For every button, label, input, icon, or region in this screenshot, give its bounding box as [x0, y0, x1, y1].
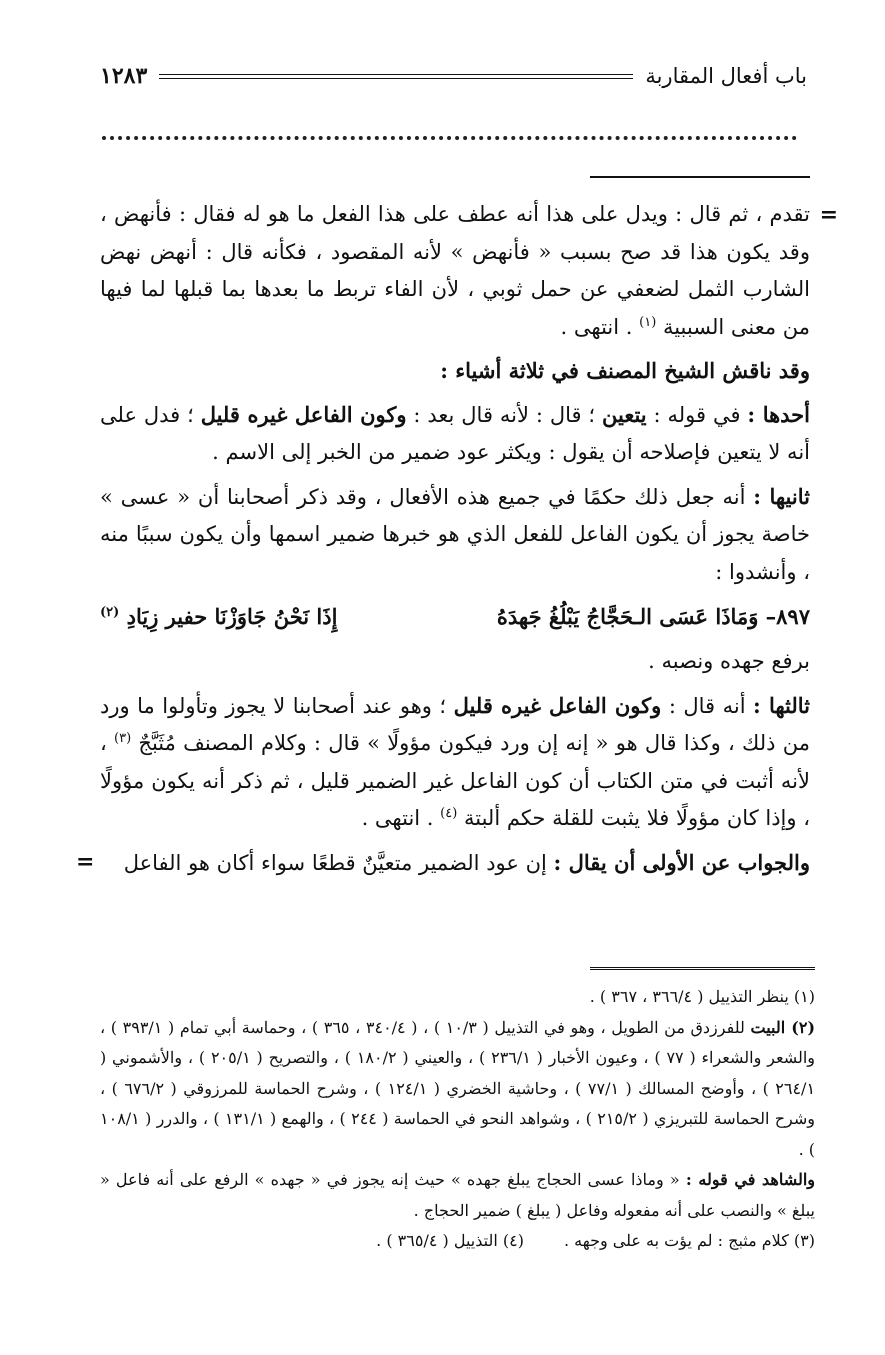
footnotes	[100, 982, 815, 1257]
running-title: باب أفعال المقاربة	[645, 64, 807, 88]
verse-second-hemistich: إِذَا نَحْنُ جَاوَزْنَا حفير زِيَادِ $^{(٢)}$	[100, 604, 338, 629]
continuation-mark-start: =	[819, 202, 838, 228]
paragraph-3: أحدها : في قوله : يتعين ؛ قال : لأنه قال بعد : وكون الفاعل غيره قليل ؛ فدل على أنه لا يتعين فإصلاحه أن يقول : ويكثر عود ضمير من الخبر إلى الاسم .	[100, 401, 810, 464]
poetry-verse	[100, 597, 810, 637]
paragraph-1: تقدم ، ثم قال : ويدل على هذا أنه عطف على هذا الفعل ما هو له فقال : فأنهض ، وقد يكون هذا قد صح بسبب « فأنهض » لأنه المقصود ، فكأنه قال : أنهض نهض الشارب الثمل لضعفي عن حمل ثوبي ، لأن الفاء تربط ما بعدها بما قبلها لما فيها من معنى السببية $^{(١)}$ . انتهى .	[100, 202, 810, 339]
footnote-ref-3: (٣)	[114, 731, 132, 746]
dotted-separator	[102, 136, 797, 148]
footnote-3-4	[100, 1226, 815, 1257]
footnote-ref-1: (١)	[639, 314, 657, 330]
footnote-1: (١) ينظر التذييل ( ٣٦٦/٤ ، ٣٦٧ ) .	[589, 987, 815, 1006]
footnote-rule	[590, 967, 815, 972]
page-header	[100, 58, 807, 94]
header-rule	[159, 74, 633, 79]
continuation-mark-end: =	[76, 848, 95, 875]
footnote-ref-2: (٢)	[100, 605, 120, 620]
paragraph-7: والجواب عن الأولى أن يقال : إن عود الضمير متعيَّنٌ قطعًا سواء أكان هو الفاعل =	[100, 844, 810, 883]
main-text	[76, 196, 838, 882]
footnote-4: (٤) التذييل ( ٣٦٥/٤ ) .	[376, 1231, 524, 1250]
verse-first-hemistich: ٨٩٧– وَمَاذَا عَسَى الـحَجَّاجُ يَبْلُغُ جَهدَهُ	[496, 604, 810, 629]
page-number: ١٢٨٣	[100, 63, 148, 89]
footnote-2: (٢) البيت للفرزدق من الطويل ، وهو في التذييل ( ١٠/٣ ) ، ( ٣٤٠/٤ ، ٣٦٥ ) ، وحماسة أبي تمام ( ٣٩٣/١ ) ، والشعر والشعراء ( ٧٧ ) ، وعيون الأخبار ( ٢٣٦/١ ) ، والعيني ( ١٨٠/٢ ) ، والتصريح ( ٢٠٥/١ ) ، والأشموني ( ٢٦٤/١ ) ، وأوضح المسالك ( ٧٧/١ ) ، وحاشية الخضري ( ١٢٤/١ ) ، وشرح الحماسة للمرزوقي ( ٦٧٦/٢ ) ، وشرح الحماسة للتبريزي ( ٢١٥/٢ ) ، وشواهد النحو في الحماسة ( ٢٤٤ ) ، والهمع ( ١٣١/١ ) ، والدرر ( ١٠٨/١ ) .	[100, 1017, 816, 1159]
paragraph-2: وقد ناقش الشيخ المصنف في ثلاثة أشياء :	[440, 358, 810, 383]
footnote-2-witness: والشاهد في قوله : « وماذا عسى الحجاج يبلغ جهده » حيث إنه يجوز في « جهده » الرفع على أنه فاعل « يبلغ » والنصب على أنه مفعوله وفاعل ( يبلغ ) ضمير الحجاج .	[100, 1170, 816, 1220]
paragraph-6: ثالثها : أنه قال : وكون الفاعل غيره قليل ؛ وهو عند أصحابنا لا يجوز وتأولوا ما ورد من ذلك ، وكذا قال هو « إنه إن ورد فيكون مؤولًا » قال : وكلام المصنف مُثَبَّجٌ $^{(٣)}$ ، لأنه أثبت في متن الكتاب أن كون الفاعل غير الضمير قليل ، ثم ذكر أنه يكون مؤولًا ، وإذا كان مؤولًا فلا يثبت للقلة حكم ألبتة $^{(٤)}$ . انتهى .	[100, 692, 810, 830]
footnote-ref-4: (٤)	[440, 806, 458, 821]
footnote-3: (٣) كلام مثبج : لم يؤت به على وجهه .	[563, 1231, 815, 1250]
paragraph-5: برفع جهده ونصبه .	[648, 649, 810, 673]
paragraph-4: ثانيها : أنه جعل ذلك حكمًا في جميع هذه الأفعال ، وقد ذكر أصحابنا أن « عسى » خاصة يجوز أن يكون الفاعل للفعل الذي هو خبرها ضمير اسمها وأن يكون سببًا منه ، وأنشدوا :	[100, 483, 811, 584]
section-rule	[590, 176, 810, 178]
